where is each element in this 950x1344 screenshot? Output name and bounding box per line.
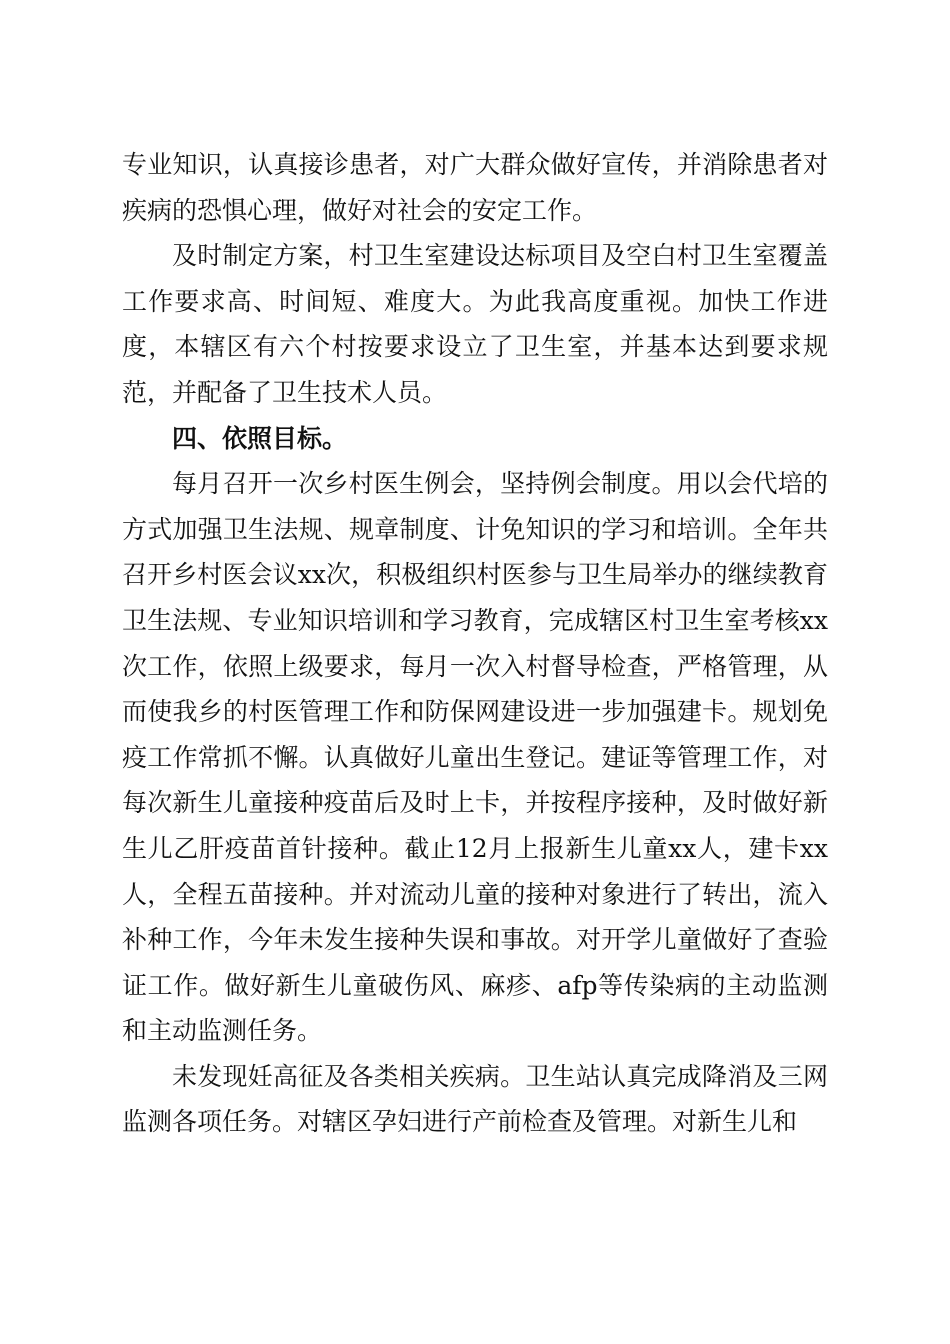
document-body xyxy=(122,142,828,1145)
paragraph-clinic-construction: 及时制定方案，村卫生室建设达标项目及空白村卫生室覆盖工作要求高、时间短、难度大。为此我高度重视。加快工作进度，本辖区有六个村按要求设立了卫生室，并基本达到要求规范，并配备了卫生技术人员。 xyxy=(122,241,828,407)
section-heading: 四、依照目标。 xyxy=(172,423,348,453)
paragraph-maternal-monitoring: 未发现妊高征及各类相关疾病。卫生站认真完成降消及三网监测各项任务。对辖区孕妇进行产前检查及管理。对新生儿和 xyxy=(122,1061,828,1137)
paragraph-continuation: 专业知识，认真接诊患者，对广大群众做好宣传，并消除患者对疾病的恐惧心理，做好对社会的安定工作。 xyxy=(122,150,828,225)
paragraph-village-doctor-meetings: 每月召开一次乡村医生例会，坚持例会制度。用以会代培的方式加强卫生法规、规章制度、计免知识的学习和培训。全年共召开乡村医会议xx次，积极组织村医参与卫生局举办的继续教育卫生法规、专业知识培训和学习教育，完成辖区村卫生室考核xx次工作，依照上级要求，每月一次入村督导检查，严格管理，从而使我乡的村医管理工作和防保网建设进一步加强建卡。规划免疫工作常抓不懈。认真做好儿童出生登记。建证等管理工作，对每次新生儿童接种疫苗后及时上卡，并按程序接种，及时做好新生儿乙肝疫苗首针接种。截止12月上报新生儿童xx人，建卡xx人，全程五苗接种。并对流动儿童的接种对象进行了转出，流入补种工作，今年未发生接种失误和事故。对开学儿童做好了查验证工作。做好新生儿童破伤风、麻疹、afp等传染病的主动监测和主动监测任务。 xyxy=(122,469,828,1046)
